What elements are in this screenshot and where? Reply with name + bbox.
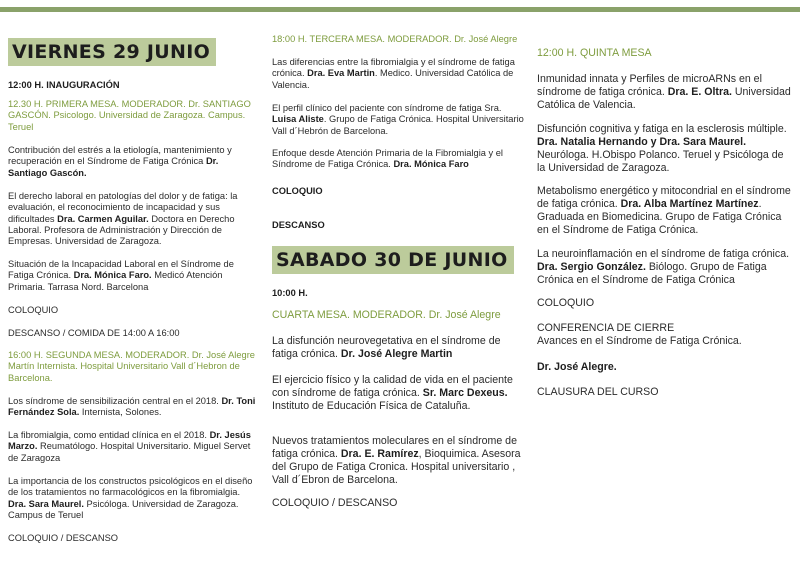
clausura-line: CLAUSURA DEL CURSO — [537, 386, 659, 398]
talk-4-affil: Internista, Solones. — [79, 407, 162, 418]
talk-7-affil: . Medico. Universidad Católica de Valencia. — [272, 68, 514, 90]
talk-9-speaker: Dra. Mónica Faro — [393, 159, 469, 170]
talk-5 — [8, 430, 258, 464]
session2-header: 16:00 H. SEGUNDA MESA. MODERADOR. Dr. José Alegre Martín Internista. Hospital Universitario Vall d´Hebron de Barcelona. — [8, 350, 255, 383]
talk-5-title: La fibromialgia, como entidad clínica en el 2018. — [8, 430, 210, 440]
talk-3-affil: Medicó Atención Primaria. Tarrasa Nord. Barcelona — [8, 270, 223, 292]
talk-13-title: Inmunidad innata y Perfiles de microARNs en el síndrome de fatiga crónica. — [537, 73, 762, 98]
talk-15 — [537, 185, 792, 237]
closing-conference-title: CONFERENCIA DE CIERRE — [537, 322, 675, 334]
talk-2-title: El derecho laboral en patologías del dolor y de fatiga: la evaluación, el reconocimiento de incapacidad y sus dificultades — [8, 191, 238, 224]
talk-8 — [272, 103, 524, 137]
talk-11-title: El ejercicio físico y la calidad de vida en el paciente con síndrome de fatiga crónica. — [272, 374, 513, 399]
talk-4-speaker: Dr. Toni Fernández Sola. — [8, 396, 256, 418]
talk-6 — [8, 476, 258, 521]
talk-6-speaker: Dra. Sara Maurel. — [8, 498, 84, 509]
talk-6-title: La importancia de los constructos psicológicos en el diseño de los tratamientos no farmacológicos en la fibromialgia. — [8, 476, 253, 498]
session5-header: 12:00 H. QUINTA MESA — [537, 47, 652, 59]
talk-14-affil: Neuróloga. H.Obispo Polanco. Teruel y Psicóloga de la Universidad de Zaragoza. — [537, 149, 784, 174]
inauguracion-line: 12:00 H. INAUGURACIÓN — [8, 80, 120, 90]
talk-13-affil: Universidad Católica de Valencia. — [537, 86, 791, 111]
talk-16 — [537, 248, 792, 287]
session1-header: 12.30 H. PRIMERA MESA. MODERADOR. Dr. SANTIAGO GASCÓN. Psicologo. Universidad de Zaragoza. Campus. Teruel — [8, 99, 251, 132]
talk-15-speaker: Dra. Alba Martínez Martínez — [620, 198, 759, 210]
talk-14-title: Disfunción cognitiva y fatiga en la esclerosis múltiple. — [537, 123, 787, 135]
talk-11 — [272, 374, 524, 413]
talk-8-title: El perfil clínico del paciente con síndrome de fatiga Sra. — [272, 103, 502, 113]
talk-12-title: Nuevos tratamientos moleculares en el síndrome de fatiga crónica. — [272, 435, 517, 460]
talk-3-speaker: Dra. Mónica Faro. — [73, 270, 152, 281]
talk-9 — [272, 148, 524, 171]
talk-10-title: La disfunción neurovegetativa en el síndrome de fatiga crónica. — [272, 335, 501, 360]
coloquio-descanso-2: COLOQUIO / DESCANSO — [272, 497, 398, 509]
talk-5-affil: Reumatólogo. Hospital Universitario. Miguel Servet de Zaragoza — [8, 441, 251, 463]
talk-13 — [537, 73, 792, 112]
talk-2-speaker: Dra. Carmen Aguilar. — [57, 213, 149, 224]
talk-6-affil: Psicóloga. Universidad de Zaragoza. Campus de Teruel — [8, 498, 239, 520]
talk-4 — [8, 396, 258, 419]
talk-12-affil: , Bioquimica. Asesora del Grupo de Fatiga Cronica. Hospital universitario , Vall d´Ebron de Barcelona. — [272, 448, 521, 486]
talk-7 — [272, 57, 524, 91]
talk-7-speaker: Dra. Eva Martin — [307, 68, 375, 79]
talk-10 — [272, 335, 524, 361]
closing-conference-speaker: Dr. José Alegre. — [537, 361, 617, 373]
top-decorative-bar — [0, 7, 800, 12]
talk-3 — [8, 259, 258, 293]
session3-header: 18:00 H. TERCERA MESA. MODERADOR. Dr. José Alegre — [272, 34, 518, 44]
talk-14-speaker: Dra. Natalia Hernando y Dra. Sara Maurel. — [537, 136, 747, 148]
talk-1 — [8, 145, 258, 179]
talk-8-affil: . Grupo de Fatiga Crónica. Hospital Universitario Vall d´Hebrón de Barcelona. — [272, 114, 524, 136]
descanso-2: DESCANSO — [272, 220, 325, 230]
talk-1-title: Contribución del estrés a la etiología, mantenimiento y recuperación en el Síndrome de Fatiga Crónica — [8, 145, 232, 167]
talk-10-speaker: Dr. José Alegre Martin — [340, 348, 453, 360]
coloquio-1: COLOQUIO — [8, 305, 59, 315]
talk-1-speaker: Dr. Santiago Gascón. — [8, 156, 219, 178]
talk-14 — [537, 123, 792, 175]
talk-3-title: Situación de la Incapacidad Laboral en el Síndrome de Fatiga Crónica. — [8, 259, 234, 281]
talk-9-title: Enfoque desde Atención Primaria de la Fibromialgia y el Síndrome de Fatiga Crónica. — [272, 148, 504, 170]
closing-conference-subtitle: Avances en el Síndrome de Fatiga Crónica. — [537, 335, 742, 347]
talk-2-affil: Doctora en Derecho Laboral. Profesora de Administración y Dirección de Empresas. Universidad de Zaragoza. — [8, 213, 235, 247]
day-heading-saturday: SABADO 30 DE JUNIO — [272, 246, 514, 274]
talk-7-title: Las diferencias entre la fibromialgia y el síndrome de fatiga crónica. — [272, 57, 515, 79]
session4-header: CUARTA MESA. MODERADOR. Dr. José Alegre — [272, 309, 501, 321]
saturday-time: 10:00 H. — [272, 288, 308, 298]
talk-11-speaker: Sr. Marc Dexeus. — [422, 387, 508, 399]
talk-8-speaker: Luisa Aliste — [272, 114, 324, 125]
talk-15-title: Metabolismo energético y mitocondrial en el síndrome de fatiga crónica. — [537, 185, 791, 210]
coloquio-2: COLOQUIO — [272, 186, 323, 196]
day-heading-friday: VIERNES 29 JUNIO — [8, 38, 216, 66]
talk-15-affil: . Graduada en Biomedicina. Grupo de Fatiga Crónica en el Síndrome de Fatiga Crónica. — [537, 198, 782, 236]
coloquio-descanso-1: COLOQUIO / DESCANSO — [8, 533, 119, 543]
talk-16-affil: Biólogo. Grupo de Fatiga Crónica en el Síndrome de Fatiga Crónica — [537, 261, 767, 286]
talk-5-speaker: Dr. Jesús Marzo. — [8, 430, 251, 452]
talk-12-speaker: Dra. E. Ramírez — [340, 448, 419, 460]
talk-13-speaker: Dra. E. Oltra. — [667, 86, 732, 98]
coloquio-3: COLOQUIO — [537, 297, 595, 309]
talk-2 — [8, 191, 258, 247]
descanso-comida: DESCANSO / COMIDA DE 14:00 A 16:00 — [8, 328, 180, 338]
talk-16-title: La neuroinflamación en el síndrome de fatiga crónica. — [537, 248, 790, 260]
talk-12 — [272, 435, 524, 487]
talk-4-title: Los síndrome de sensibilización central en el 2018. — [8, 396, 222, 406]
talk-16-speaker: Dra. Sergio González. — [537, 261, 646, 273]
talk-11-affil: Instituto de Educación Física de Cataluña. — [272, 400, 471, 412]
